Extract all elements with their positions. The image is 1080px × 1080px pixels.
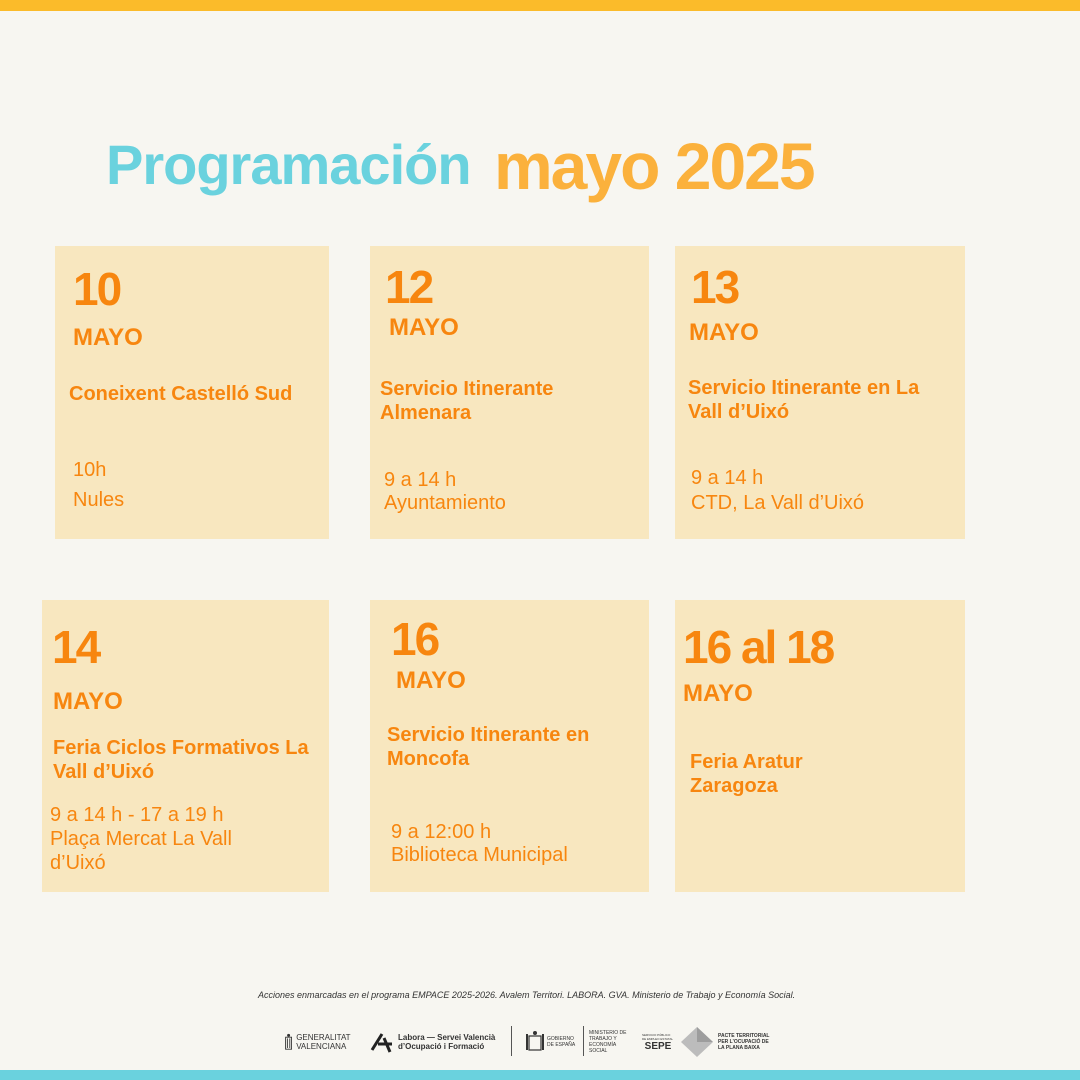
event-time: 9 a 14 h xyxy=(384,469,457,491)
pacte-icon xyxy=(679,1025,715,1059)
event-day: 14 xyxy=(52,621,100,673)
event-place: Ayuntamiento xyxy=(384,492,506,514)
pacte-label: PACTE TERRITORIAL PER L’OCUPACIÓ DE LA PLANA BAIXA xyxy=(718,1033,770,1051)
event-card-4 xyxy=(42,600,329,892)
title-programacion: Programación xyxy=(106,133,471,196)
event-card-6 xyxy=(675,600,965,892)
event-time: 9 a 12:00 h xyxy=(391,821,492,843)
event-title: Feria Aratur Zaragoza xyxy=(690,751,803,797)
event-title: Feria Ciclos Formativos La Vall d’Uixó xyxy=(53,737,309,783)
gobierno-logo xyxy=(525,1024,580,1060)
labora-logo xyxy=(370,1024,500,1060)
footer-disclaimer: Acciones enmarcadas en el programa EMPACE 2025-2026. Avalem Territori. LABORA. GVA. Ministerio de Trabajo y Economía Social. xyxy=(258,990,796,1000)
sepe-logo xyxy=(641,1024,675,1060)
event-place: CTD, La Vall d’Uixó xyxy=(691,492,865,514)
event-title: Coneixent Castelló Sud xyxy=(69,383,293,405)
event-title: Servicio Itinerante Almenara xyxy=(380,378,554,424)
pacte-logo xyxy=(679,1024,779,1060)
event-time: 9 a 14 h xyxy=(691,467,764,489)
event-day: 10 xyxy=(73,263,121,315)
event-card-5 xyxy=(370,600,649,892)
generalitat-logo xyxy=(285,1024,360,1060)
sepe-sublabel: SERVICIO PÚBLICO DE EMPLEO ESTATAL xyxy=(642,1032,674,1041)
event-month: MAYO xyxy=(683,680,753,707)
coat-of-arms-icon xyxy=(285,1028,292,1056)
spain-arms-icon xyxy=(525,1030,545,1054)
event-month: MAYO xyxy=(389,314,459,341)
event-place: Nules xyxy=(73,489,125,511)
logo-divider xyxy=(511,1026,512,1056)
event-day: 16 al 18 xyxy=(683,621,834,673)
event-card-3 xyxy=(675,246,965,539)
sepe-label: SEPE xyxy=(644,1040,672,1052)
title-month-year: mayo 2025 xyxy=(494,129,814,203)
page-title xyxy=(0,128,1080,208)
event-title: Servicio Itinerante en La Vall d’Uixó xyxy=(688,377,920,423)
event-time: 9 a 14 h - 17 a 19 h xyxy=(50,804,224,826)
event-card-1 xyxy=(55,246,329,539)
labora-icon xyxy=(370,1030,394,1054)
event-time: 10h xyxy=(73,459,107,481)
gobierno-label: GOBIERNO DE ESPAÑA xyxy=(547,1036,576,1048)
event-place: Biblioteca Municipal xyxy=(391,844,568,866)
sponsor-logos xyxy=(285,1024,805,1060)
event-card-2 xyxy=(370,246,649,539)
event-title: Servicio Itinerante en Moncofa xyxy=(387,724,590,770)
bottom-accent-bar xyxy=(0,1070,1080,1080)
event-day: 13 xyxy=(691,261,739,313)
labora-label: Labora — Servei Valencià d’Ocupació i Formació xyxy=(398,1033,496,1051)
event-day: 12 xyxy=(385,261,433,313)
ministerio-logo xyxy=(589,1024,637,1060)
top-accent-bar xyxy=(0,0,1080,11)
logo-divider xyxy=(583,1026,584,1056)
event-month: MAYO xyxy=(689,319,759,346)
ministerio-label: MINISTERIO DE TRABAJO Y ECONOMÍA SOCIAL xyxy=(589,1030,627,1054)
event-month: MAYO xyxy=(73,324,143,351)
event-month: MAYO xyxy=(53,688,123,715)
event-place: Plaça Mercat La Vall d’Uixó xyxy=(50,828,232,874)
event-day: 16 xyxy=(391,613,439,665)
generalitat-label: GENERALITAT VALENCIANA xyxy=(296,1033,351,1051)
event-month: MAYO xyxy=(396,667,466,694)
